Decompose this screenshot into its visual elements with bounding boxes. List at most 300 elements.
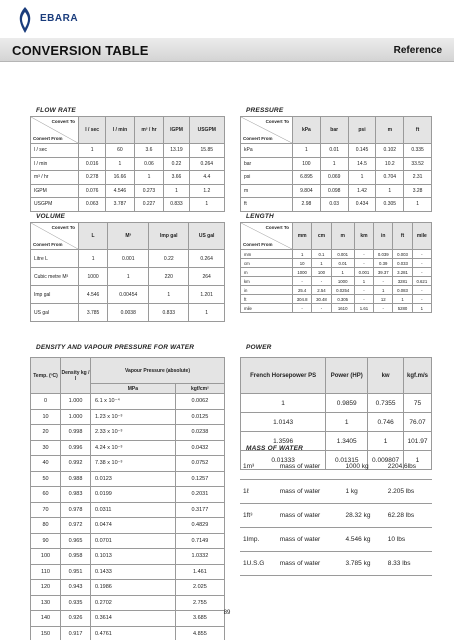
volume-corner-cell xyxy=(31,223,79,250)
length-row xyxy=(241,259,432,268)
pressure-cell: 14.5 xyxy=(348,157,376,171)
volume-col-header: L xyxy=(79,223,108,250)
flow-cell: 1 xyxy=(79,144,106,158)
volume-header-row xyxy=(31,223,225,250)
pressure-row-label: m xyxy=(241,184,293,198)
length-cell: 0.001 xyxy=(354,268,373,277)
flow-cell: 1 xyxy=(106,157,134,171)
power-title: POWER xyxy=(246,344,272,351)
power-table xyxy=(240,357,432,470)
length-cell: 2.54 xyxy=(312,286,331,295)
flow-cell: 13.19 xyxy=(164,144,189,158)
flow-cell: 3.66 xyxy=(164,171,189,185)
density-row xyxy=(31,394,225,410)
power-cell: 0.01333 xyxy=(241,451,326,470)
density-row xyxy=(31,440,225,456)
volume-row xyxy=(31,268,225,286)
pressure-convert-from: Convert From xyxy=(243,136,273,141)
mass-row xyxy=(240,455,432,479)
power-cell: 1.3596 xyxy=(241,432,326,451)
length-title: LENGTH xyxy=(246,213,274,220)
volume-cell: 0.0038 xyxy=(108,304,149,322)
length-row-label: km xyxy=(241,277,293,286)
pressure-row xyxy=(241,198,432,212)
pressure-col-header: m xyxy=(376,117,404,144)
page-number: 89 xyxy=(223,610,231,616)
density-cell: 0.988 xyxy=(61,471,91,487)
volume-row xyxy=(31,286,225,304)
length-cell: - xyxy=(354,295,373,304)
length-cell: 39.37 xyxy=(374,268,393,277)
density-cell: 0.992 xyxy=(61,456,91,472)
pressure-cell: 0.098 xyxy=(320,184,348,198)
density-cell: 2.025 xyxy=(175,580,224,596)
mass-cell: 1U.S.G xyxy=(240,551,277,575)
length-cell: 100 xyxy=(312,268,331,277)
flow-cell: 0.264 xyxy=(189,157,224,171)
density-cell: 0.0062 xyxy=(175,394,224,410)
density-cell: 20 xyxy=(31,425,61,441)
density-cell: 0.958 xyxy=(61,549,91,565)
density-cell: 0.996 xyxy=(61,440,91,456)
flow-cell: 0.273 xyxy=(134,184,164,198)
length-cell: 1000 xyxy=(331,277,354,286)
mass-cell: 1ℓ xyxy=(240,479,277,503)
mass-cell: mass of water xyxy=(277,503,343,527)
density-cell: 0.0752 xyxy=(175,456,224,472)
volume-cell: 0.001 xyxy=(108,250,149,268)
flow-convert-from: Convert From xyxy=(33,136,63,141)
length-cell: 12 xyxy=(374,295,393,304)
length-row xyxy=(241,286,432,295)
flow-cell: 0.076 xyxy=(79,184,106,198)
volume-row-label: Litre L xyxy=(31,250,79,268)
length-cell: 0.305 xyxy=(331,295,354,304)
flow-cell: 15.85 xyxy=(189,144,224,158)
power-cell: 0.01315 xyxy=(326,451,368,470)
density-cell: 2.33 x 10⁻³ xyxy=(91,425,176,441)
reference-label: Reference xyxy=(393,45,442,56)
power-cell: 1.3405 xyxy=(326,432,368,451)
density-cell: 140 xyxy=(31,611,61,627)
mass-cell: 1000 kg xyxy=(343,455,385,479)
pressure-cell: 100 xyxy=(293,157,321,171)
pressure-cell: 0.704 xyxy=(376,171,404,185)
length-cell: 0.003 xyxy=(393,250,412,259)
volume-convert-from: Convert From xyxy=(33,242,63,247)
volume-cell: 1.201 xyxy=(189,286,225,304)
density-cell: 4.24 x 10⁻³ xyxy=(91,440,176,456)
density-cell: 130 xyxy=(31,595,61,611)
volume-cell: 220 xyxy=(149,268,189,286)
mpa-header: MPa xyxy=(91,384,176,394)
mass-row xyxy=(240,527,432,551)
length-cell: 3281 xyxy=(393,277,412,286)
power-col-header: French Horsepower PS xyxy=(241,358,326,394)
length-col-header: cm xyxy=(312,223,331,250)
power-col-header: Power (HP) xyxy=(326,358,368,394)
length-cell: - xyxy=(412,286,431,295)
density-cell: 0.0123 xyxy=(91,471,176,487)
length-cell: - xyxy=(293,277,312,286)
power-cell: 0.009807 xyxy=(368,451,404,470)
length-cell: - xyxy=(354,250,373,259)
density-cell: 0.917 xyxy=(61,626,91,640)
length-cell: 1610 xyxy=(331,304,354,313)
density-title: DENSITY AND VAPOUR PRESSURE FOR WATER xyxy=(36,344,195,351)
mass-cell: 8.33 lbs xyxy=(385,551,432,575)
density-cell: 40 xyxy=(31,456,61,472)
density-cell: 0.998 xyxy=(61,425,91,441)
density-row xyxy=(31,549,225,565)
pressure-row-label: psi xyxy=(241,171,293,185)
length-convert-to: Convert To xyxy=(265,225,289,230)
volume-cell: 1 xyxy=(149,286,189,304)
density-cell: 3.685 xyxy=(175,611,224,627)
length-cell: 0.0254 xyxy=(331,286,354,295)
length-row xyxy=(241,268,432,277)
length-table xyxy=(240,222,432,313)
density-row xyxy=(31,626,225,640)
volume-cell: 1 xyxy=(108,268,149,286)
volume-row-label: Cubic metre M³ xyxy=(31,268,79,286)
flow-cell: 60 xyxy=(106,144,134,158)
pressure-cell: 0.434 xyxy=(348,198,376,212)
length-cell: 3.281 xyxy=(393,268,412,277)
density-cell: 0.2702 xyxy=(91,595,176,611)
density-row xyxy=(31,533,225,549)
pressure-row xyxy=(241,157,432,171)
density-cell: 120 xyxy=(31,580,61,596)
density-cell: 0.0432 xyxy=(175,440,224,456)
power-cell: 76.07 xyxy=(403,413,431,432)
pressure-col-header: bar xyxy=(320,117,348,144)
length-cell: 0.083 xyxy=(393,286,412,295)
length-col-header: mile xyxy=(412,223,431,250)
pressure-corner-cell xyxy=(241,117,293,144)
ebara-emblem-icon xyxy=(12,6,38,34)
density-cell: 0.1433 xyxy=(91,564,176,580)
mass-cell: 2.205 lbs xyxy=(385,479,432,503)
pressure-cell: 0.335 xyxy=(404,144,432,158)
length-cell: - xyxy=(293,304,312,313)
ebara-logo xyxy=(12,6,79,36)
density-cell: 30 xyxy=(31,440,61,456)
pressure-table xyxy=(240,116,432,212)
flow-cell: 1 xyxy=(134,171,164,185)
flow-cell: 0.278 xyxy=(79,171,106,185)
power-cell: 1.0143 xyxy=(241,413,326,432)
density-cell: 7.38 x 10⁻³ xyxy=(91,456,176,472)
power-cell: 0.746 xyxy=(368,413,404,432)
volume-corner xyxy=(31,223,78,249)
pressure-cell: 10.2 xyxy=(376,157,404,171)
length-cell: 25.4 xyxy=(293,286,312,295)
length-cell: 1 xyxy=(293,250,312,259)
density-cell: 10 xyxy=(31,409,61,425)
length-header-row xyxy=(241,223,432,250)
volume-col-header: US gal xyxy=(189,223,225,250)
pressure-cell: 1.42 xyxy=(348,184,376,198)
mass-cell: 1m³ xyxy=(240,455,277,479)
pressure-cell: 6.895 xyxy=(293,171,321,185)
pressure-col-header: kPa xyxy=(293,117,321,144)
volume-cell: 0.833 xyxy=(149,304,189,322)
temp-header: Temp. (ºC) xyxy=(31,358,61,394)
power-col-header: kgf.m/s xyxy=(403,358,431,394)
length-cell: 0.033 xyxy=(393,259,412,268)
length-cell: 304.8 xyxy=(293,295,312,304)
length-corner xyxy=(241,223,292,249)
density-cell: 0.1257 xyxy=(175,471,224,487)
density-cell: 0.1013 xyxy=(91,549,176,565)
length-cell: - xyxy=(312,277,331,286)
pressure-cell: 2.98 xyxy=(293,198,321,212)
length-col-header: in xyxy=(374,223,393,250)
volume-title: VOLUME xyxy=(36,213,66,220)
length-cell: - xyxy=(374,277,393,286)
mass-cell: mass of water xyxy=(277,455,343,479)
density-cell: 1.23 x 10⁻³ xyxy=(91,409,176,425)
pressure-row xyxy=(241,184,432,198)
flow-row-label: l / min xyxy=(31,157,79,171)
pressure-col-header: psi xyxy=(348,117,376,144)
flow-row-label: USGPM xyxy=(31,198,79,212)
density-row xyxy=(31,471,225,487)
volume-col-header: Imp gal xyxy=(149,223,189,250)
length-cell: - xyxy=(412,295,431,304)
density-cell: 90 xyxy=(31,533,61,549)
pressure-col-header: ft xyxy=(404,117,432,144)
density-cell: 150 xyxy=(31,626,61,640)
flow-cell: 3.6 xyxy=(134,144,164,158)
pressure-row xyxy=(241,144,432,158)
length-row xyxy=(241,295,432,304)
length-cell: 0.001 xyxy=(331,250,354,259)
pressure-header-row xyxy=(241,117,432,144)
volume-cell: 0.00454 xyxy=(108,286,149,304)
length-row-label: in xyxy=(241,286,293,295)
volume-cell: 264 xyxy=(189,268,225,286)
pressure-cell: 3.28 xyxy=(404,184,432,198)
density-cell: 0.972 xyxy=(61,518,91,534)
flow-cell: 0.063 xyxy=(79,198,106,212)
volume-table xyxy=(30,222,225,322)
flow-col-header: m³ / hr xyxy=(134,117,164,144)
pressure-cell: 2.31 xyxy=(404,171,432,185)
volume-cell: 1000 xyxy=(79,268,108,286)
mass-cell: mass of water xyxy=(277,551,343,575)
flow-row-label: IGPM xyxy=(31,184,79,198)
mass-cell: mass of water xyxy=(277,527,343,551)
density-cell: 0.983 xyxy=(61,487,91,503)
density-row xyxy=(31,518,225,534)
length-col-header: ft xyxy=(393,223,412,250)
flow-row xyxy=(31,157,225,171)
density-cell: 0.0311 xyxy=(91,502,176,518)
pressure-cell: 0.145 xyxy=(348,144,376,158)
flow-row-label: m³ / hr xyxy=(31,171,79,185)
pressure-convert-to: Convert To xyxy=(265,119,289,124)
density-cell: 0.7149 xyxy=(175,533,224,549)
mass-cell: 3.785 kg xyxy=(343,551,385,575)
density-row xyxy=(31,409,225,425)
density-cell: 4.855 xyxy=(175,626,224,640)
length-cell: 0.39 xyxy=(374,259,393,268)
page-title: CONVERSION TABLE xyxy=(12,43,149,58)
length-cell: 1000 xyxy=(293,268,312,277)
length-row xyxy=(241,277,432,286)
density-cell: 2.755 xyxy=(175,595,224,611)
density-row xyxy=(31,564,225,580)
flow-convert-to: Convert To xyxy=(51,119,75,124)
mass-title: MASS OF WATER xyxy=(246,445,304,452)
density-table xyxy=(30,357,225,640)
power-header-row xyxy=(241,358,432,394)
density-row xyxy=(31,425,225,441)
pressure-title: PRESSURE xyxy=(246,107,284,114)
density-cell: 60 xyxy=(31,487,61,503)
length-cell: - xyxy=(312,304,331,313)
pressure-cell: 1 xyxy=(320,157,348,171)
power-cell: 1 xyxy=(241,394,326,413)
flow-row-label: l / sec xyxy=(31,144,79,158)
density-cell: 0.3614 xyxy=(91,611,176,627)
power-cell: 1 xyxy=(326,413,368,432)
length-col-header: mm xyxy=(293,223,312,250)
flow-cell: 0.833 xyxy=(164,198,189,212)
length-cell: 5280 xyxy=(393,304,412,313)
flow-col-header: l / sec xyxy=(79,117,106,144)
pressure-cell: 0.03 xyxy=(320,198,348,212)
length-row-label: mile xyxy=(241,304,293,313)
density-row xyxy=(31,487,225,503)
pressure-cell: 0.069 xyxy=(320,171,348,185)
density-cell: 0.0701 xyxy=(91,533,176,549)
pressure-row xyxy=(241,171,432,185)
density-cell: 0.978 xyxy=(61,502,91,518)
power-row xyxy=(241,394,432,413)
length-row-label: ft xyxy=(241,295,293,304)
volume-col-header: M³ xyxy=(108,223,149,250)
pressure-row-label: kPa xyxy=(241,144,293,158)
mass-cell: 2204.6lbs xyxy=(385,455,432,479)
density-cell: 0.0238 xyxy=(175,425,224,441)
flow-cell: 1 xyxy=(189,198,224,212)
density-cell: 1.0332 xyxy=(175,549,224,565)
volume-row xyxy=(31,304,225,322)
flow-row xyxy=(31,144,225,158)
length-cell: 1 xyxy=(374,286,393,295)
flow-row xyxy=(31,198,225,212)
flow-cell: 0.06 xyxy=(134,157,164,171)
density-cell: 1.000 xyxy=(61,394,91,410)
density-cell: 0.0125 xyxy=(175,409,224,425)
volume-row-label: Imp gal xyxy=(31,286,79,304)
power-cell: 1 xyxy=(403,451,431,470)
length-row-label: m xyxy=(241,268,293,277)
volume-cell: 0.264 xyxy=(189,250,225,268)
length-cell: 30.48 xyxy=(312,295,331,304)
flow-cell: 4.4 xyxy=(189,171,224,185)
length-cell: 1 xyxy=(393,295,412,304)
flow-cell: 0.227 xyxy=(134,198,164,212)
density-cell: 1.000 xyxy=(61,409,91,425)
density-cell: 1.461 xyxy=(175,564,224,580)
length-cell: - xyxy=(354,259,373,268)
volume-convert-to: Convert To xyxy=(51,225,75,230)
flow-col-header: l / min xyxy=(106,117,134,144)
density-cell: 6.1 x 10⁻⁴ xyxy=(91,394,176,410)
length-row xyxy=(241,250,432,259)
volume-row xyxy=(31,250,225,268)
volume-cell: 4.546 xyxy=(79,286,108,304)
density-row xyxy=(31,502,225,518)
flow-corner-cell xyxy=(31,117,79,144)
length-cell: - xyxy=(354,286,373,295)
length-cell: 0.621 xyxy=(412,277,431,286)
pressure-cell: 1 xyxy=(404,198,432,212)
flow-cell: 0.22 xyxy=(164,157,189,171)
density-cell: 80 xyxy=(31,518,61,534)
density-cell: 0.3177 xyxy=(175,502,224,518)
volume-row-label: US gal xyxy=(31,304,79,322)
density-header: Density kg / l xyxy=(61,358,91,394)
length-col-header: m xyxy=(331,223,354,250)
length-cell: 1 xyxy=(354,277,373,286)
mass-table xyxy=(240,455,432,576)
power-col-header: kw xyxy=(368,358,404,394)
flow-rate-title: FLOW RATE xyxy=(36,107,76,114)
density-cell: 0.926 xyxy=(61,611,91,627)
volume-cell: 3.785 xyxy=(79,304,108,322)
density-cell: 70 xyxy=(31,502,61,518)
flow-col-header: USGPM xyxy=(189,117,224,144)
flow-cell: 16.66 xyxy=(106,171,134,185)
density-cell: 50 xyxy=(31,471,61,487)
mass-row xyxy=(240,503,432,527)
length-cell: - xyxy=(412,250,431,259)
density-cell: 0.943 xyxy=(61,580,91,596)
power-cell: 0.9859 xyxy=(326,394,368,413)
mass-cell: 1ft³ xyxy=(240,503,277,527)
power-cell: 101.97 xyxy=(403,432,431,451)
length-col-header: km xyxy=(354,223,373,250)
mass-cell: 28.32 kg xyxy=(343,503,385,527)
length-cell: 10 xyxy=(293,259,312,268)
length-cell: 0.039 xyxy=(374,250,393,259)
length-row-label: mm xyxy=(241,250,293,259)
pressure-cell: 1 xyxy=(376,184,404,198)
length-corner-cell xyxy=(241,223,293,250)
density-cell: 0.4761 xyxy=(91,626,176,640)
power-cell: 75 xyxy=(403,394,431,413)
pressure-row-label: bar xyxy=(241,157,293,171)
density-row xyxy=(31,595,225,611)
pressure-corner xyxy=(241,117,292,143)
mass-row xyxy=(240,479,432,503)
pressure-cell: 33.52 xyxy=(404,157,432,171)
density-cell: 0.0474 xyxy=(91,518,176,534)
volume-cell: 1 xyxy=(189,304,225,322)
density-cell: 0.935 xyxy=(61,595,91,611)
length-cell: - xyxy=(412,268,431,277)
mass-cell: 1 kg xyxy=(343,479,385,503)
pressure-cell: 0.305 xyxy=(376,198,404,212)
flow-rate-table xyxy=(30,116,225,212)
volume-cell: 1 xyxy=(79,250,108,268)
flow-cell: 3.787 xyxy=(106,198,134,212)
